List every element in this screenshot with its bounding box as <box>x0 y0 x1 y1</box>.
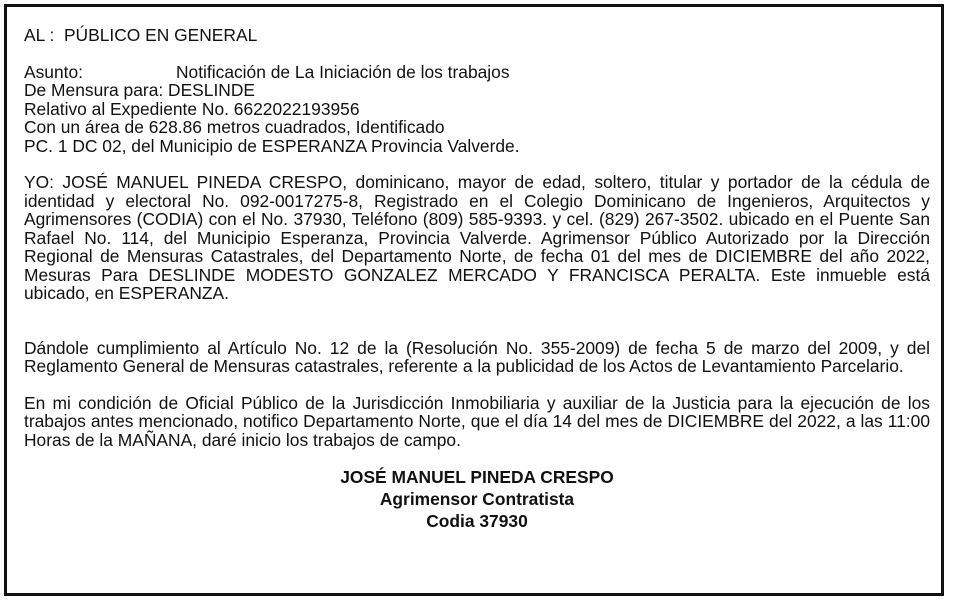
subject-block <box>24 63 930 156</box>
subject-detail-line: Con un área de 628.86 metros cuadrados, Identificado <box>24 117 445 137</box>
notification-paragraph: En mi condición de Oficial Público de la Jurisdicción Inmobiliaria y auxiliar de la Justicia para la ejecución de los trabajos antes mencionado, notifico Departamento Norte, que el día 14 del mes de DICIEMBRE del 2022, a las 11:00 Horas de la MAÑANA, daré inicio los trabajos de campo. <box>24 392 930 450</box>
signature-title: Agrimensor Contratista <box>379 489 575 509</box>
subject-line <box>24 63 930 82</box>
subject-detail-line: PC. 1 DC 02, del Municipio de ESPERANZA Provincia Valverde. <box>24 135 520 156</box>
subject-detail-line: De Mensura para: DESLINDE <box>24 80 256 100</box>
subject-detail-line: Relativo al Expediente No. 6622022193956 <box>24 98 360 119</box>
notice-document <box>24 26 930 532</box>
signature-block <box>24 466 930 532</box>
subject-label: Asunto: <box>24 61 83 82</box>
signature-name: JOSÉ MANUEL PINEDA CRESPO <box>340 467 614 487</box>
addressee-line: AL : PÚBLICO EN GENERAL <box>24 25 258 45</box>
signature-codia: Codia 37930 <box>426 511 528 531</box>
subject-value: Notificación de La Iniciación de los trabajos <box>176 61 510 82</box>
notice-border <box>4 4 944 596</box>
declaration-paragraph: YO: JOSÉ MANUEL PINEDA CRESPO, dominicano, mayor de edad, soltero, titular y portador de la cédula de identidad y electoral No. 092-0017275-8, Registrado en el Colegio Dominicano de Ingenieros, Arquitectos y Agrimensores (CODIA) con el No. 37930, Teléfono (809) 585-9393. y cel. (829) 267-3502. ubicado en el Puente San Rafael No. 114, del Municipio Esperanza, Provincia Valverde. Agrimensor Público Autorizado por la Dirección Regional de Mensuras Catastrales, del Departamento Norte, de fecha 01 del mes de DICIEMBRE del año 2022, Mesuras Para DESLINDE MODESTO GONZALEZ MERCADO Y FRANCISCA PERALTA. Este inmueble está ubicado, en ESPERANZA. <box>24 172 930 303</box>
compliance-paragraph: Dándole cumplimiento al Artículo No. 12 de la (Resolución No. 355-2009) de fecha 5 de marzo del 2009, y del Reglamento General de Mensuras catastrales, referente a la publicidad de los Actos de Levantamiento Parcelario. <box>24 337 930 376</box>
